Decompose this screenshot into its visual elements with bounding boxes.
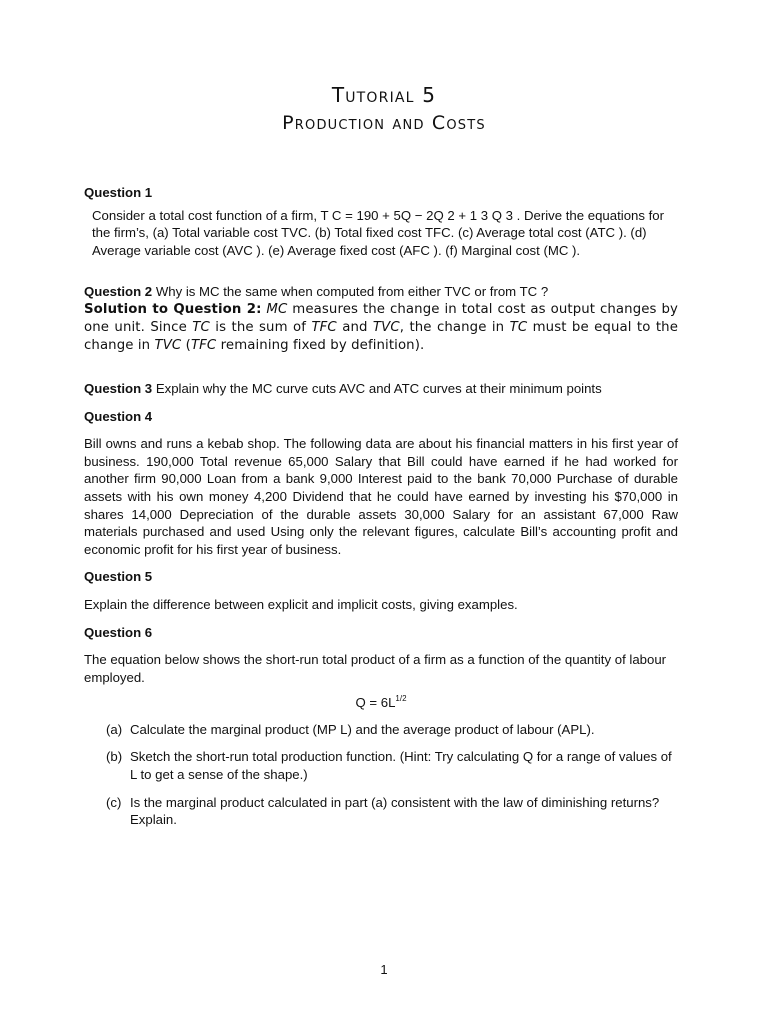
sol-text: is the sum of — [209, 319, 312, 335]
formula-exponent: 1/2 — [395, 694, 407, 704]
question-6-text: The equation below shows the short-run total product of a firm as a function of the quantity of labour employed. — [84, 652, 667, 685]
question-5-text: Explain the difference between explicit and implicit costs, giving examples. — [84, 596, 518, 612]
sol-text: and — [336, 319, 373, 335]
production-formula — [84, 694, 678, 712]
sol-term-tc: TC — [192, 319, 210, 335]
question-4-heading: Question 4 — [84, 408, 153, 424]
page-number: 1 — [380, 962, 388, 977]
question-5-heading: Question 5 — [84, 569, 153, 585]
question-2-solution — [84, 301, 678, 355]
sol-text: remaining fixed by definition). — [216, 337, 425, 353]
tutorial-subtitle: Production and Costs — [282, 112, 486, 134]
item-label: (b) — [106, 749, 123, 765]
item-text: Calculate the marginal product (MP L) and the average product of labour (APL). — [130, 721, 595, 737]
sol-text: measures the change in total cost as output changes by one unit. Since — [84, 301, 678, 335]
sol-term-mc: MC — [266, 301, 288, 317]
sol-term-tfc: TFC — [190, 337, 217, 353]
sol-text: , the change in — [399, 319, 510, 335]
item-label: (a) — [106, 721, 123, 737]
sol-term-tvc: TVC — [154, 337, 182, 353]
title-block — [0, 82, 768, 136]
sol-term-tvc: TVC — [372, 319, 400, 335]
question-3-text: Explain why the MC curve cuts AVC and ATC curves at their minimum points — [152, 380, 602, 396]
question-1-heading: Question 1 — [84, 185, 153, 200]
question-6-item-b — [84, 748, 678, 783]
question-6-item-a — [84, 721, 678, 739]
question-3-line — [84, 380, 678, 398]
tutorial-title: Tutorial 5 — [331, 83, 437, 107]
content-body — [84, 184, 678, 829]
question-3-heading: Question 3 — [84, 380, 153, 396]
sol-term-tfc: TFC — [311, 319, 337, 335]
formula-base: Q = 6L — [355, 695, 396, 711]
item-label: (c) — [106, 794, 122, 810]
question-2-heading: Question 2 — [84, 284, 153, 300]
question-2-line — [84, 283, 678, 301]
item-text: Sketch the short-run total production function. (Hint: Try calculating Q for a range of values of L to get a sense of the shape.) — [130, 749, 672, 783]
sol-text: ( — [181, 337, 191, 353]
sol-text: must be equal to the change in — [84, 319, 678, 353]
question-6-item-c — [84, 794, 678, 829]
solution-label: Solution to Question 2: — [84, 301, 262, 317]
question-2-text: Why is MC the same when computed from either TVC or from TC ? — [152, 284, 549, 300]
item-text: Is the marginal product calculated in part (a) consistent with the law of diminishing returns? Explain. — [130, 794, 660, 828]
sol-term-tc: TC — [509, 319, 528, 335]
question-4-text: Bill owns and runs a kebab shop. The following data are about his financial matters in his first year of business. 190,000 Total revenue 65,000 Salary that Bill could have earned if he had worked for another firm 90,000 Loan from a bank 9,000 Interest paid to the bank 70,000 Purchase of durable assets with his own money 4,200 Dividend that he could have earned by investing his $70,000 in shares 14,000 Depreciation of the durable assets 30,000 Salary for an assistant 67,000 Raw materials purchased and used Using only the relevant figures, calculate Bill’s accounting profit and economic profit for his first year of business. — [84, 436, 678, 557]
question-6-heading: Question 6 — [84, 624, 153, 640]
question-1-text: Consider a total cost function of a firm, T C = 190 + 5Q − 2Q 2 + 1 3 Q 3 . Derive the equations for the firm’s, (a) Total variable cost TVC. (b) Total fixed cost TFC. (c) Average total cost (ATC ). (d) Average variable cost (AVC ). (e) Average fixed cost (AFC ). (f) Marginal cost (MC ). — [92, 207, 665, 258]
